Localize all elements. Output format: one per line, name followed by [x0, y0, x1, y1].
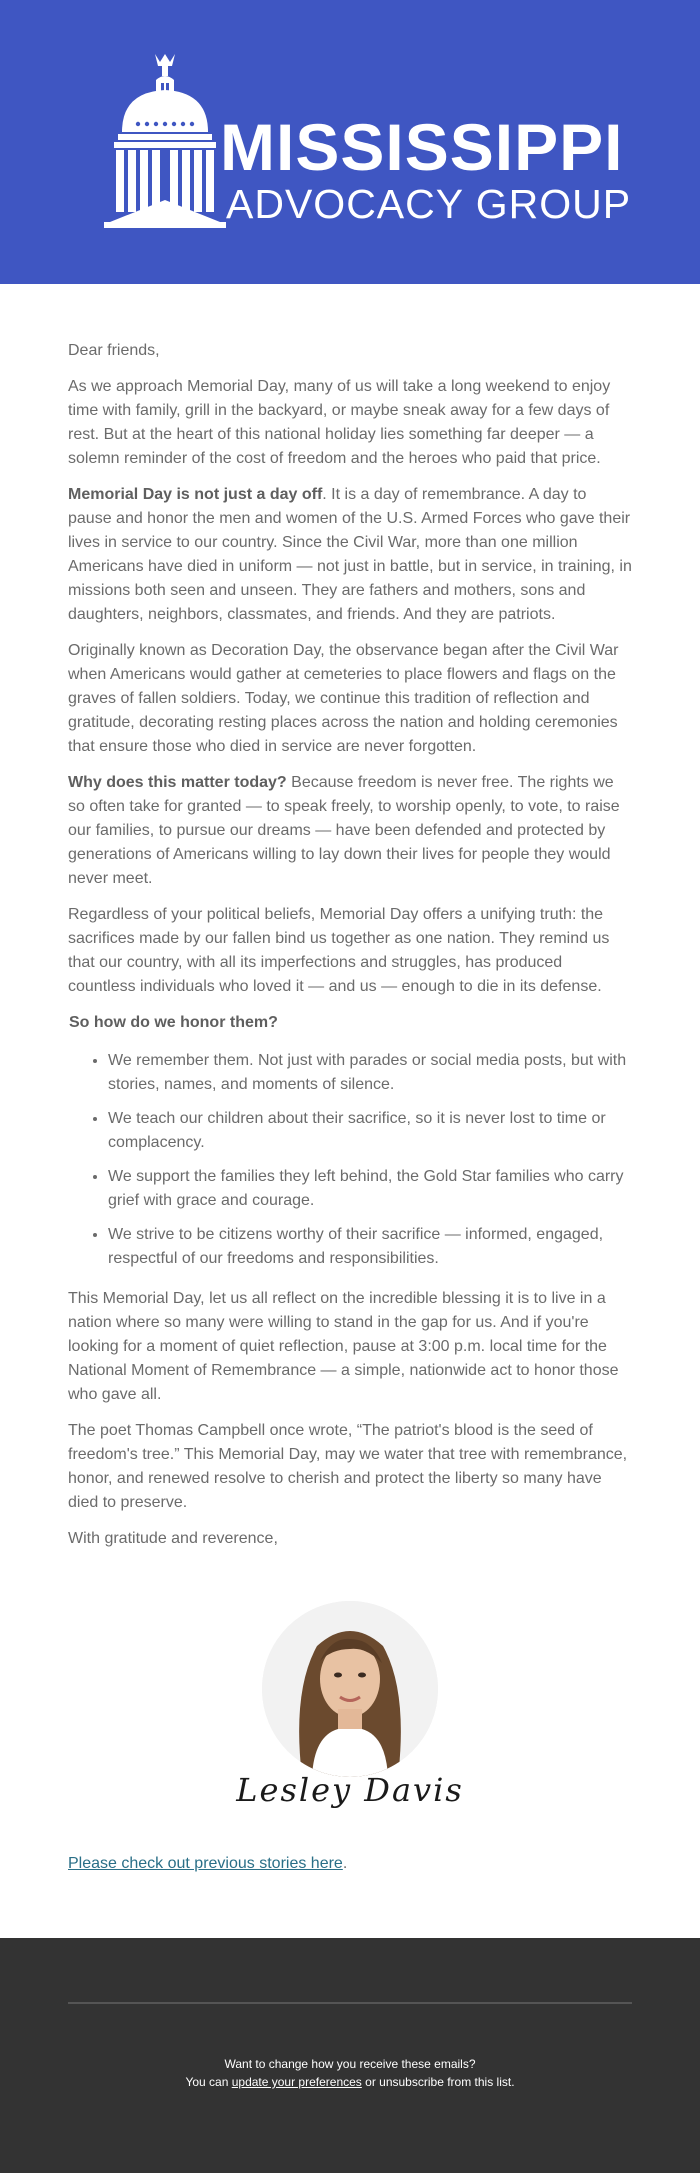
stories-suffix: .	[342, 1855, 348, 1872]
footer-line-2	[0, 2073, 700, 2091]
paragraph-unifying-truth: Regardless of your political beliefs, Memorial Day offers a unifying truth: the sacrifices made by our fallen bind us together as one nation. They remind us that our country, with all its imperfections and struggles, has produced countless individuals who loved it — and us — enough to die in its defense.	[68, 906, 610, 995]
paragraph-not-a-day-off	[68, 483, 632, 627]
portrait-image	[262, 1601, 438, 1777]
footer-line-1: Want to change how you receive these emails?	[224, 2057, 476, 2071]
paragraph-reflection: This Memorial Day, let us all reflect on the incredible blessing it is to live in a nation where so many were willing to stand in the gap for us. And if you're looking for a moment of quiet reflection, pause at 3:00 p.m. local time for the National Moment of Remembrance — a simple, nationwide act to honor those who gave all.	[68, 1290, 619, 1403]
stories-section	[0, 1826, 700, 1938]
paragraph-why-matters	[68, 771, 632, 891]
list-item: • We strive to be citizens worthy of their sacrifice — informed, engaged, respectful of our freedoms and responsibilities.	[108, 1223, 632, 1271]
greeting: Dear friends,	[68, 342, 160, 359]
paragraph-text: Because freedom is never free. The rights we so often take for granted — to speak freely, to worship openly, to vote, to raise our families, to pursue our dreams — have been defended and protected by generations of Americans willing to lay down their lives for people they would never meet.	[68, 774, 620, 887]
list-item: • We remember them. Not just with parades or social media posts, but with stories, names, and moments of silence.	[108, 1049, 632, 1097]
signature-name: Lesley Davis	[236, 1771, 464, 1809]
bold-lead: Why does this matter today?	[68, 774, 287, 791]
email-header	[0, 0, 700, 284]
bold-lead: Memorial Day is not just a day off	[68, 486, 323, 503]
footer-middle: or	[361, 2075, 380, 2089]
letter-body	[0, 284, 700, 1551]
closing: With gratitude and reverence,	[68, 1530, 278, 1547]
signature-block	[0, 1601, 700, 1826]
avatar	[262, 1601, 438, 1777]
previous-stories-link[interactable]: Please check out previous stories here	[68, 1855, 343, 1872]
logo-subtitle: ADVOCACY GROUP	[226, 181, 632, 227]
list-item: • We support the families they left behind, the Gold Star families who carry grief with grace and courage.	[108, 1165, 632, 1213]
paragraph-campbell-quote: The poet Thomas Campbell once wrote, “The patriot's blood is the seed of freedom's tree.” This Memorial Day, may we water that tree with remembrance, honor, and renewed resolve to cherish and protect the liberty so many have died to preserve.	[68, 1422, 628, 1511]
footer-text	[0, 2055, 700, 2091]
footer-prefix: You can	[185, 2075, 232, 2089]
footer-suffix: .	[511, 2075, 515, 2089]
paragraph-decoration-day: Originally known as Decoration Day, the observance began after the Civil War when Americans would gather at cemeteries to place flowers and flags on the graves of fallen soldiers. Today, we continue this tradition of reflection and gratitude, decorating resting places across the nation and holding ceremonies that ensure those who died in service are never forgotten.	[68, 642, 619, 755]
unsubscribe-text[interactable]: unsubscribe from this list	[379, 2075, 512, 2089]
capitol-dome-icon	[100, 52, 230, 232]
paragraph-intro: As we approach Memorial Day, many of us will take a long weekend to enjoy time with family, grill in the backyard, or maybe sneak away for a few days of rest. But at the heart of this national holiday lies something far deeper — a solemn reminder of the cost of freedom and the heroes who paid that price.	[68, 378, 611, 467]
footer-divider	[68, 2002, 632, 2004]
list-heading: So how do we honor them?	[69, 1014, 278, 1031]
honor-list	[108, 1049, 632, 1271]
list-item: • We teach our children about their sacrifice, so it is never lost to time or complacency.	[108, 1107, 632, 1155]
update-preferences-link[interactable]: update your preferences	[231, 2075, 362, 2089]
paragraph-text: . It is a day of remembrance. A day to pause and honor the men and women of the U.S. Armed Forces who gave their lives in service to our country. Since the Civil War, more than one million Americans have died in uniform — not just in battle, but in service, in training, in missions both seen and unseen. They are fathers and mothers, sons and daughters, neighbors, classmates, and friends. And they are patriots.	[68, 486, 632, 623]
logo-title: MISSISSIPPI	[220, 110, 624, 184]
email-footer	[0, 1938, 700, 2173]
